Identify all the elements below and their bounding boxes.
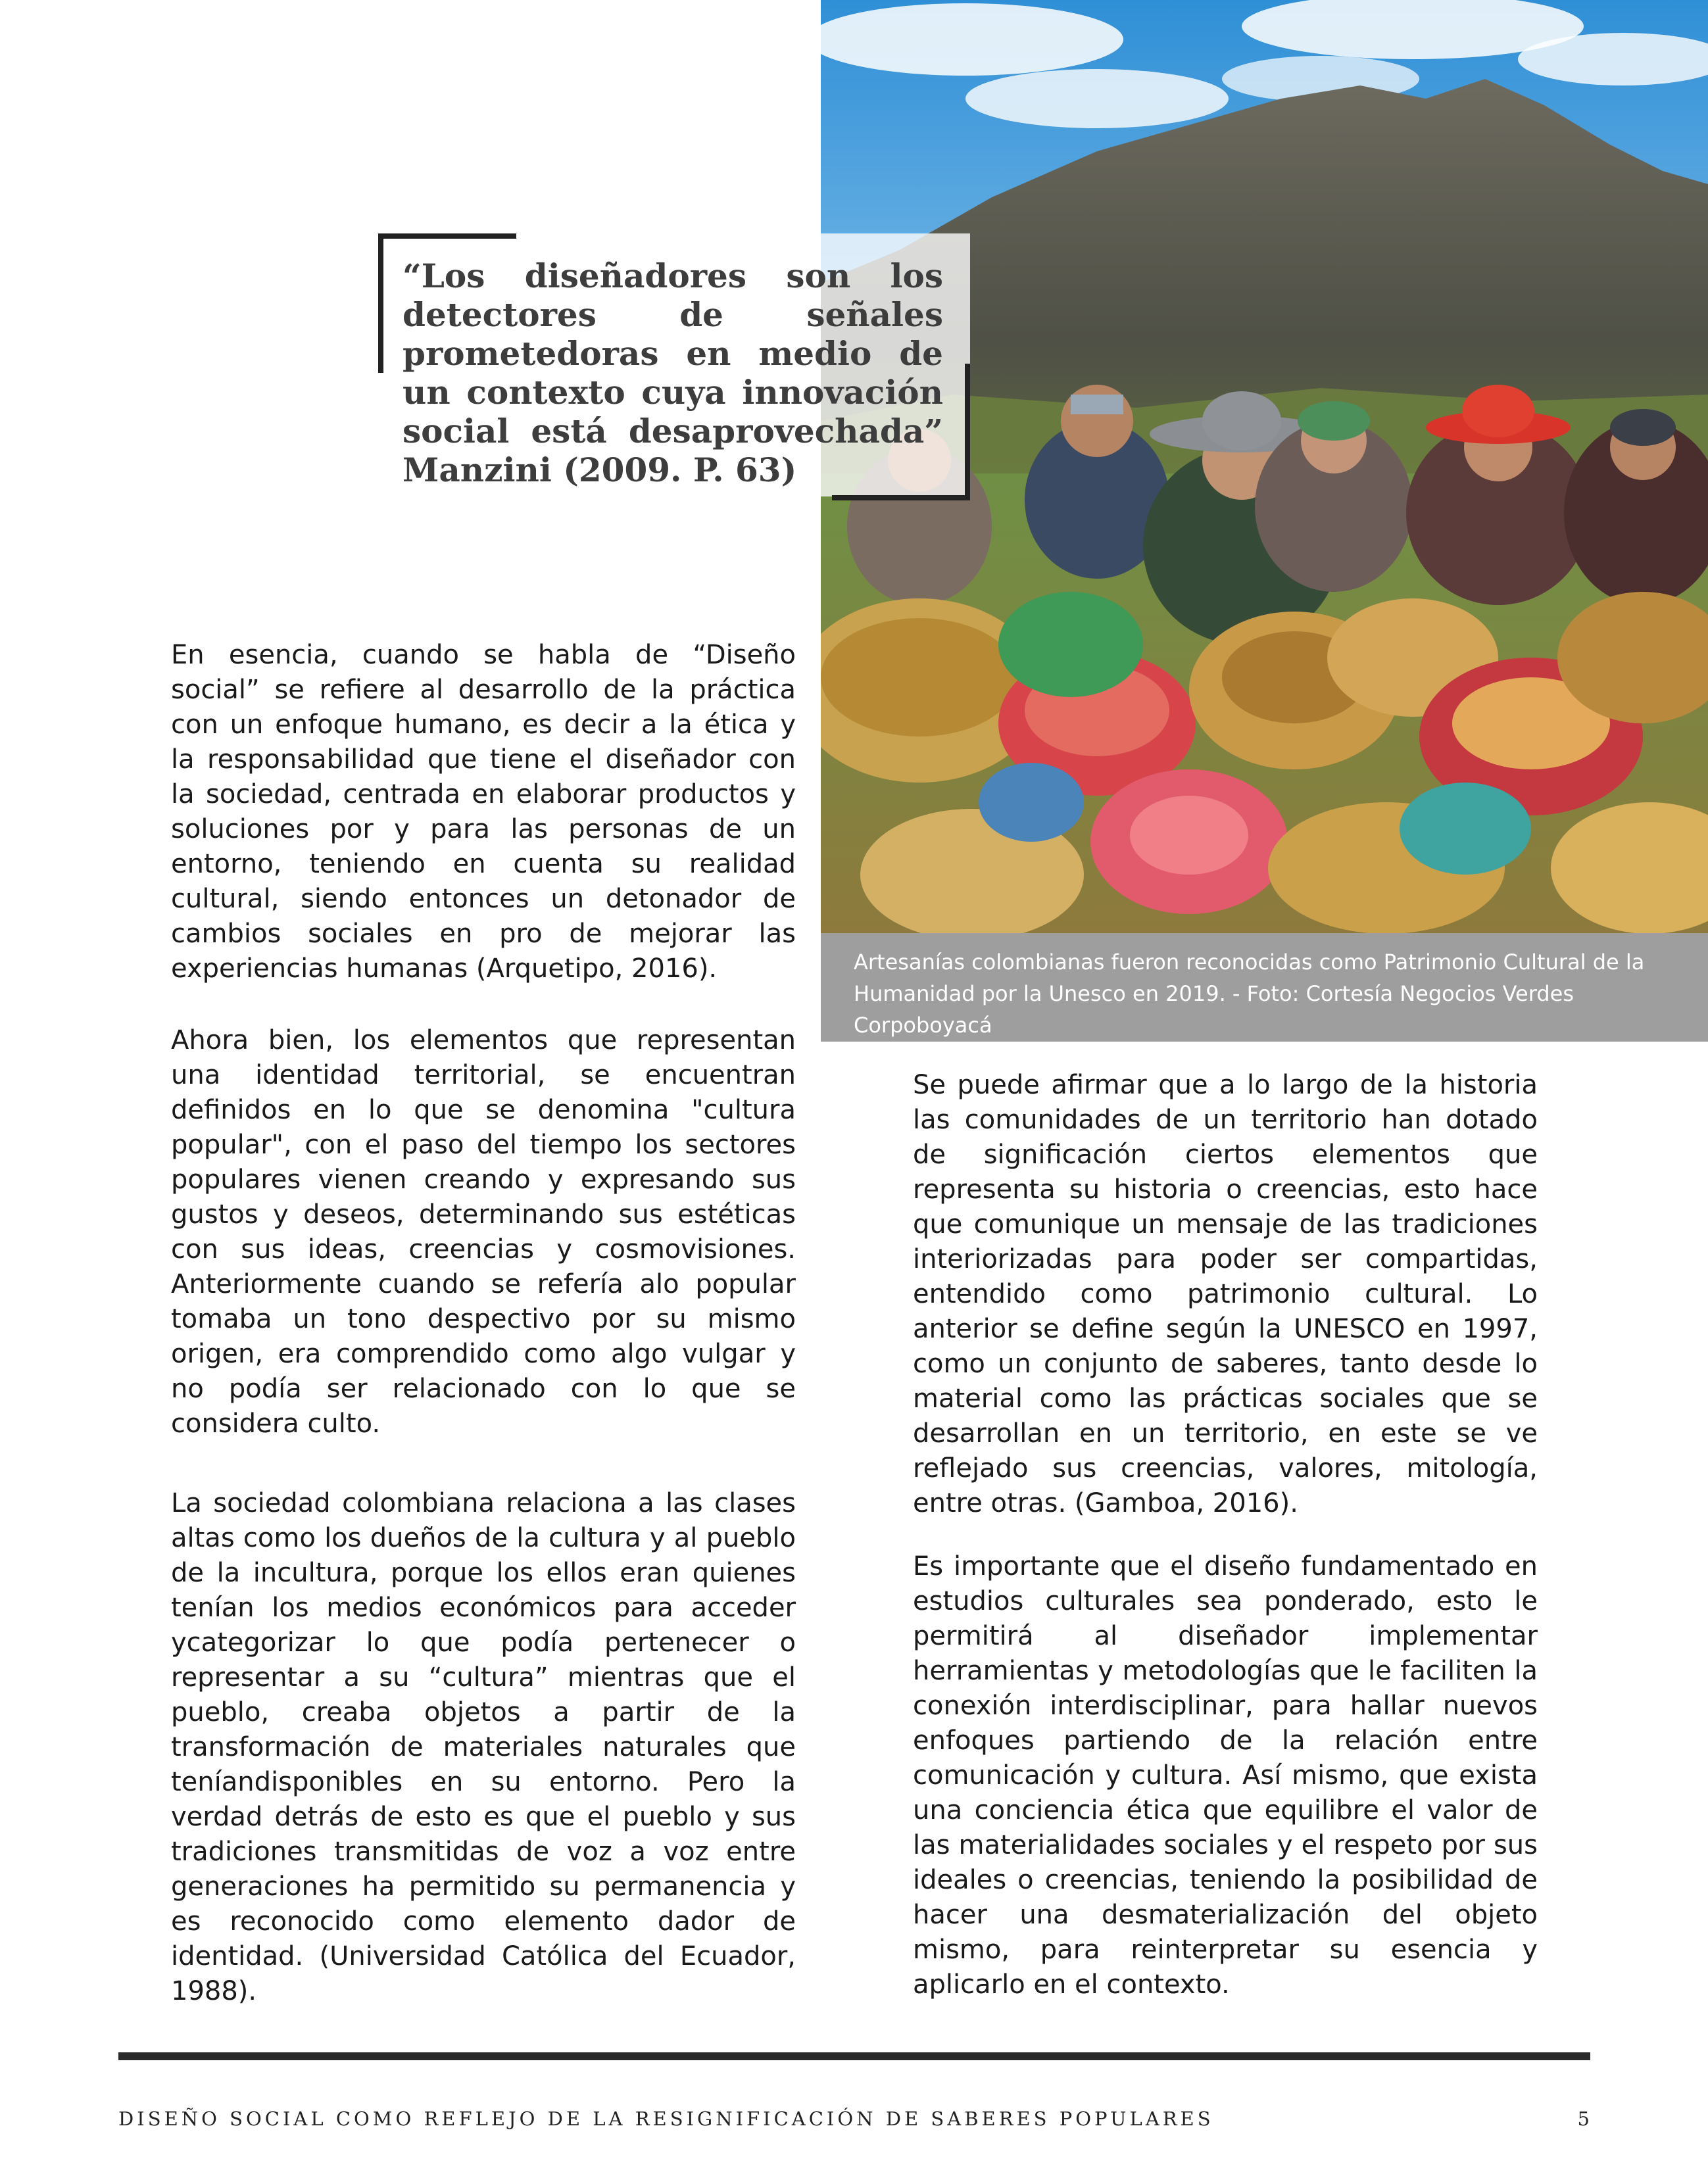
paragraph: Se puede afirmar que a lo largo de la historia las comunidades de un territorio han dotado de significación ciertos elementos que representa su historia o creencias, esto hace que comunique un mensaje de las tradiciones interiorizadas para poder ser compartidas, entendido como patrimonio cultural. Lo anterior se define según la UNESCO en 1997, como un conjunto de saberes, tanto desde lo material como las prácticas sociales que se desarrollan en un territorio, en este se ve reflejado sus creencias, valores, mitología, entre otras. (Gamboa, 2016). [913,1070,1538,1518]
paragraph: Ahora bien, los elementos que representan una identidad territorial, se encuentran definidos en lo que se denomina "cultura popular", con el paso del tiempo los sectores populares vienen creando y expresando sus gustos y deseos, determinando sus estéticas con sus ideas, creencias y cosmovisiones. Anteriormente cuando se refería alo popular tomaba un tono despectivo por su mismo origen, era comprendido como algo vulgar y no podía ser relacionado con lo que se considera culto. [171,1025,796,1439]
left-column-paragraph-2 [171,1023,796,1441]
page-number: 5 [1577,2108,1590,2130]
right-column-paragraph-2 [913,1549,1538,2002]
left-column-paragraph-1 [171,638,796,986]
paragraph: La sociedad colombiana relaciona a las clases altas como los dueños de la cultura y al pueblo de la incultura, porque los ellos eran quienes tenían los medios económicos para acceder ycategorizar lo que podía pertenecer o representar a su “cultura” mientras que el pueblo, creaba objetos a partir de la transformación de materiales naturales que teníandisponibles en su entorno. Pero la verdad detrás de esto es que el pueblo y sus tradiciones transmitidas de voz a voz entre generaciones ha permitido su permanencia y es reconocido como elemento dador de identidad. (Universidad Católica del Ecuador, 1988). [171,1488,796,2006]
right-column-paragraph-1 [913,1068,1538,1521]
paragraph: En esencia, cuando se habla de “Diseño social” se refiere al desarrollo de la práctica con un enfoque humano, es decir a la ética y la responsabilidad que tiene el diseñador con la sociedad, centrada en elaborar productos y soluciones por y para las personas de un entorno, teniendo en cuenta su realidad cultural, siendo entonces un detonador de cambios sociales en pro de mejorar las experiencias humanas (Arquetipo, 2016). [171,640,796,984]
photo-caption: Artesanías colombianas fueron reconocidas como Patrimonio Cultural de la Humanidad por la Unesco en 2019. - Foto: Cortesía Negocios Verdes Corpoboyacá [821,933,1708,1042]
footer-rule [118,2052,1590,2060]
pull-quote: “Los diseñadores son los detectores de señales prometedoras en medio de un contexto cuya innovación social está desaprovechada” Manzini (2009. P. 63) [403,256,943,489]
paragraph: Es importante que el diseño fundamentado en estudios culturales sea ponderado, esto le permitirá al diseñador implementar herramientas y metodologías que le faciliten la conexión interdisciplinar, para hallar nuevos enfoques partiendo de la relación entre comunicación y cultura. Así mismo, que exista una conciencia ética que equilibre el valor de las materialidades sociales y el respeto por sus ideales o creencias, teniendo la posibilidad de hacer una desmaterialización del objeto mismo, para reinterpretar su esencia y aplicarlo en el contexto. [913,1551,1538,2000]
left-column-paragraph-3 [171,1486,796,2009]
footer-title: DISEÑO SOCIAL COMO REFLEJO DE LA RESIGNIFICACIÓN DE SABERES POPULARES [118,2108,1214,2130]
